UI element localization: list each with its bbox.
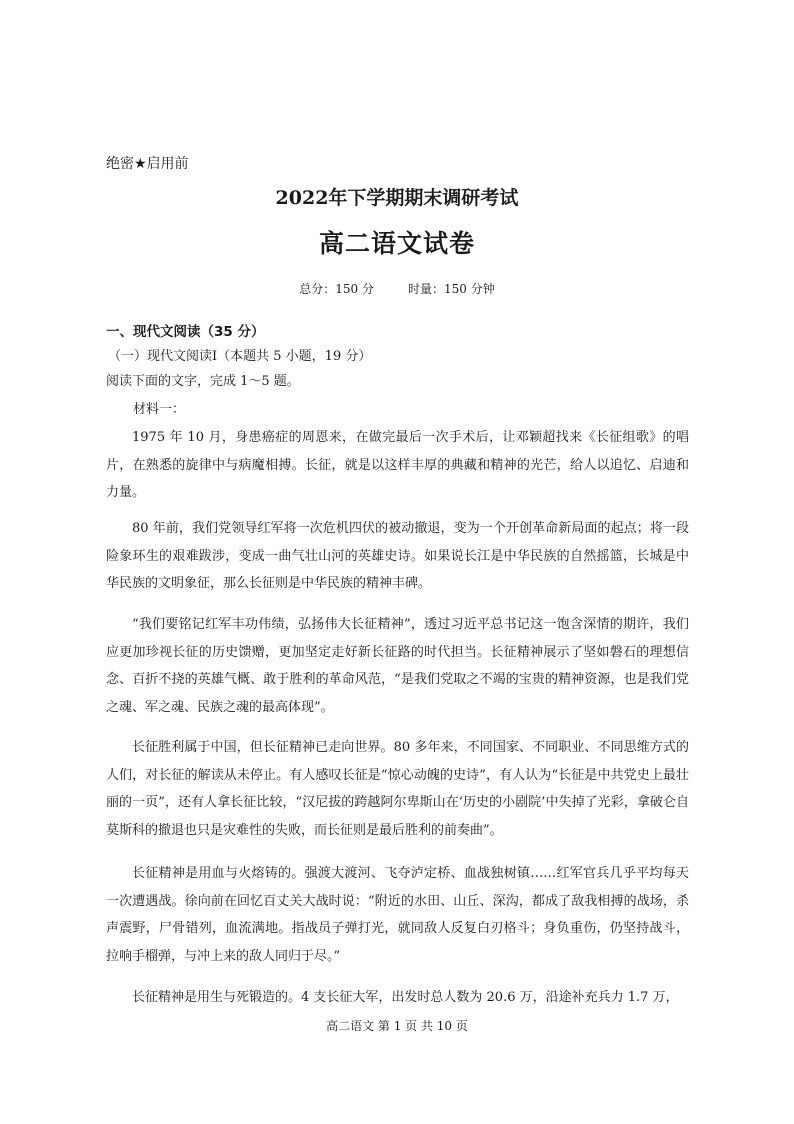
paragraph: 长征精神是用血与火熔铸的。强渡大渡河、飞夺泸定桥、血战独树镇……红军官兵几乎平均每天一次遭遇战。徐向前在回忆百丈关大战时说：“附近的水田、山丘、深沟，都成了敌我相搏的战场，杀声震野，尸骨错列，血流满地。指战员子弹打光，就同敌人反复白刃格斗；身负重伤，仍坚持战斗，拉响手榴弹，与冲上来的敌人同归于尽。” [106,866,689,964]
time-limit: 时量：150 分钟 [408,282,495,296]
page-footer: 高二语文 第 1 页 共 10 页 [0,1015,794,1054]
paragraph: 80 年前，我们党领导红军将一次危机四伏的被动撤退，变为一个开创革命新局面的起点；将一段险象环生的艰难跋涉，变成一曲气壮山河的英雄史诗。如果说长江是中华民族的自然摇篮，长城是中华民族的文明象征，那么长征则是中华民族的精神丰碑。 [106,521,689,591]
subsection-heading: （一）现代文阅读I（本题共 5 小题，19 分） [108,349,372,364]
total-score: 总分：150 分 [299,282,374,296]
paragraph: “我们要铭记红军丰功伟绩，弘扬伟大长征精神”，透过习近平总书记这一饱含深情的期许，我们应更加珍视长征的历史馈赠，更加坚定走好新长征路的时代担当。长征精神展示了坚如磐石的理想信念、百折不挠的英雄气概、敢于胜利的革命风范，“是我们党取之不竭的宝贵的精神资源，也是我们党之魂、军之魂、民族之魂的最高体现”。 [106,617,689,715]
reading-instruction: 阅读下面的文字，完成 1～5 题。 [106,374,300,389]
paragraph: 1975 年 10 月，身患癌症的周恩来，在做完最后一次手术后，让邓颖超找来《长征组歌》的唱片，在熟悉的旋律中与病魔相搏。长征，就是以这样丰厚的典藏和精神的光芒，给人以追忆、启迪和力量。 [106,430,689,500]
material-label: 材料一： [133,402,186,417]
exam-title: 2022年下学期期末调研考试 [275,187,519,209]
secret-label: 绝密★启用前 [106,156,189,172]
paragraph: 长征胜利属于中国，但长征精神已走向世界。80 多年来，不同国家、不同职业、不同思维方式的人们，对长征的解读从未停止。有人感叹长征是“惊心动魄的史诗”，有人认为“长征是中共党史上最壮丽的一页”，还有人拿长征比较，“汉尼拔的跨越阿尔卑斯山在‘历史的小剧院’中失掉了光彩，拿破仑自莫斯科的撤退也只是灾难性的失败，而长征则是最后胜利的前奏曲”。 [106,740,689,838]
section-heading: 一、现代文阅读（35 分） [106,324,265,340]
paragraph: 长征精神是用生与死锻造的。4 支长征大军，出发时总人数为 20.6 万，沿途补充兵力 1.7 万， [132,990,679,1005]
paper-title: 高二语文试卷 [318,229,475,258]
exam-meta [0,280,794,297]
